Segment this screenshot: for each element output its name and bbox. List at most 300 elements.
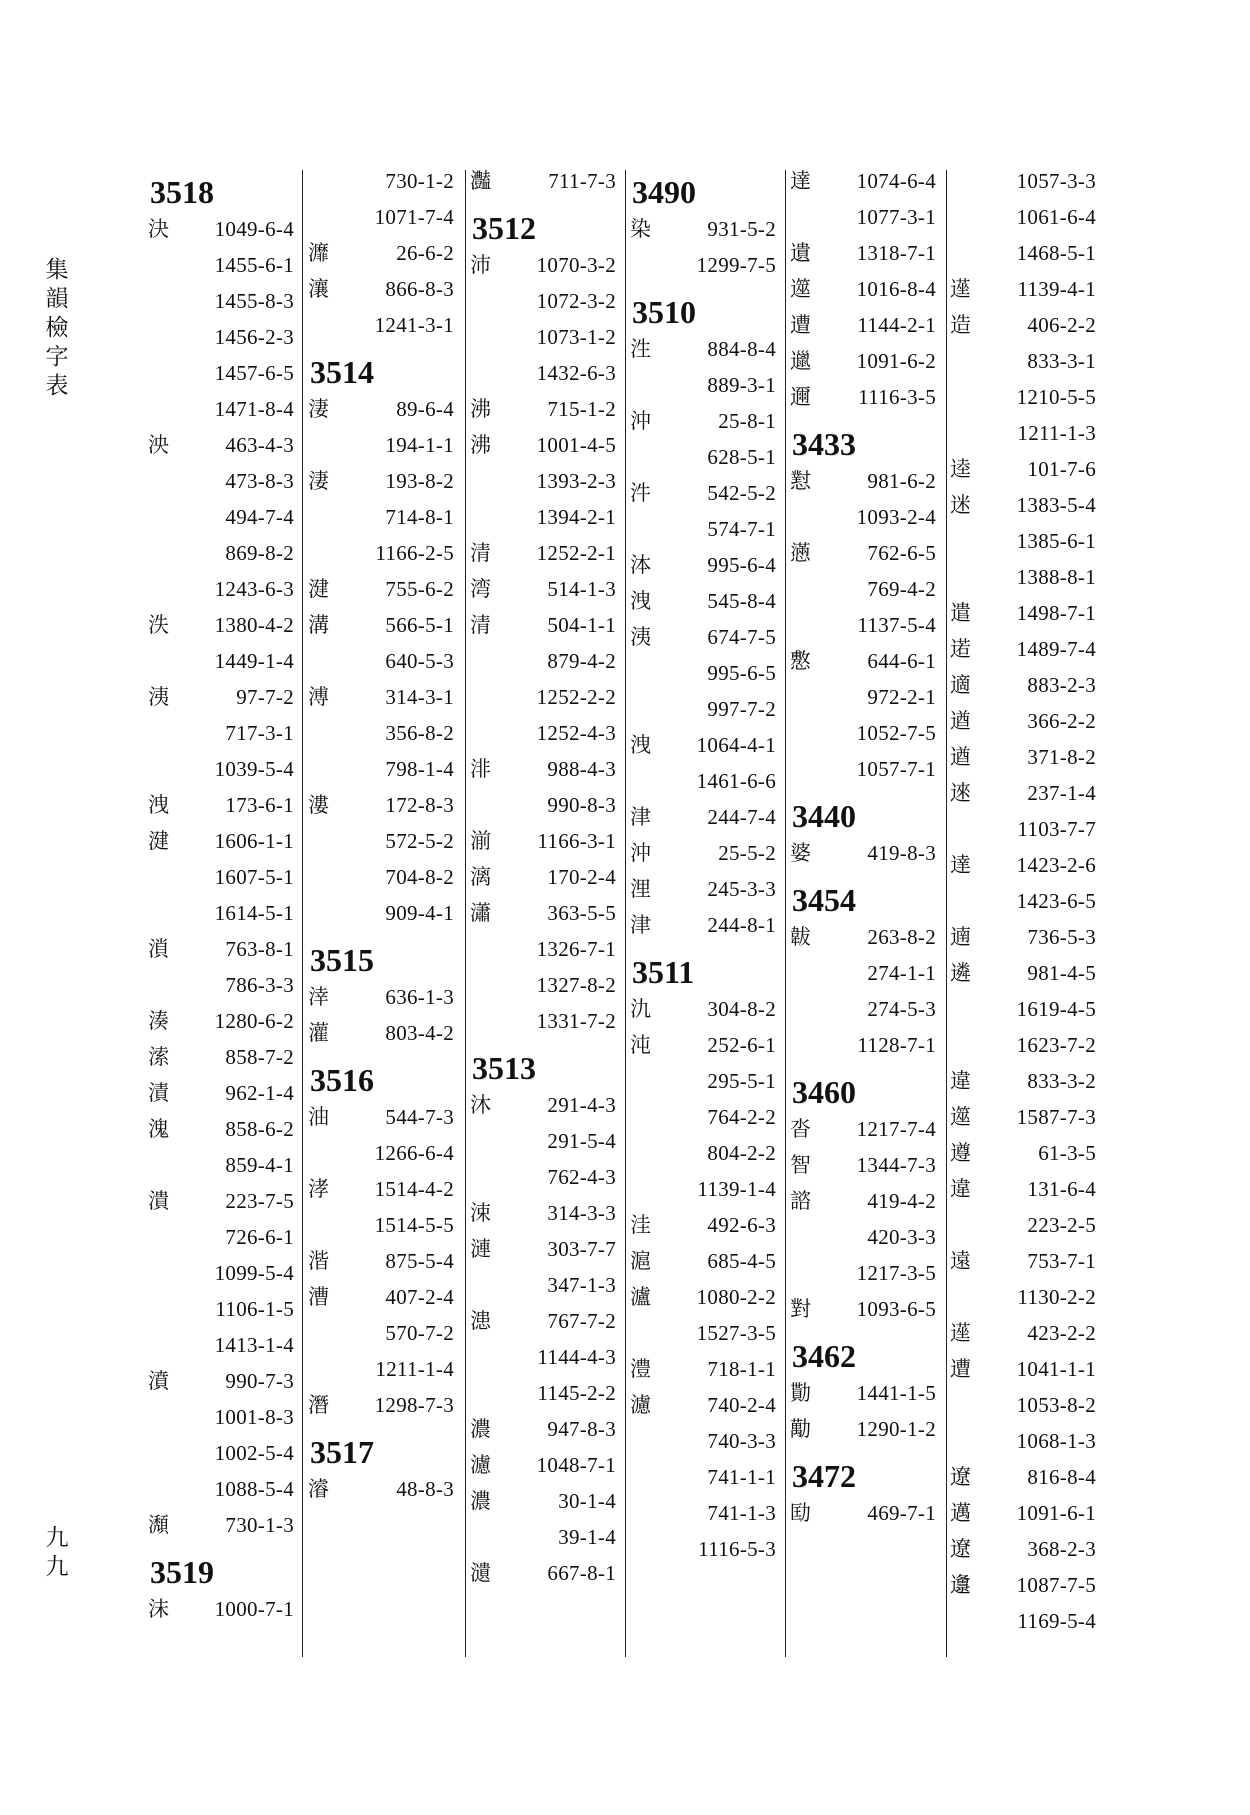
page-reference: 244-8-1 bbox=[707, 913, 776, 937]
index-entry bbox=[470, 823, 618, 859]
page-reference: 1016-8-4 bbox=[856, 277, 936, 301]
page-reference: 1077-3-1 bbox=[856, 205, 936, 229]
section-heading: 3517 bbox=[310, 1434, 374, 1470]
index-entry bbox=[630, 727, 778, 763]
page-reference: 1106-1-5 bbox=[215, 1297, 294, 1321]
character: 遳 bbox=[950, 277, 971, 301]
character: 懟 bbox=[790, 469, 811, 493]
page-reference: 1210-5-5 bbox=[1016, 385, 1096, 409]
index-entry bbox=[308, 199, 456, 235]
index-entry bbox=[308, 1099, 456, 1135]
page-reference: 1344-7-3 bbox=[856, 1153, 936, 1177]
index-entry bbox=[308, 1135, 456, 1171]
page-reference: 371-8-2 bbox=[1027, 745, 1096, 769]
index-entry bbox=[148, 715, 296, 751]
index-entry bbox=[950, 1315, 1098, 1351]
page-reference: 730-1-2 bbox=[385, 169, 454, 193]
page-reference: 194-1-1 bbox=[385, 433, 454, 457]
index-entry bbox=[308, 535, 456, 571]
index-column bbox=[630, 163, 778, 1567]
index-entry bbox=[308, 391, 456, 427]
page-reference: 1072-3-2 bbox=[536, 289, 616, 313]
page-reference: 1385-6-1 bbox=[1016, 529, 1096, 553]
index-entry bbox=[630, 1459, 778, 1495]
page-reference: 1073-1-2 bbox=[536, 325, 616, 349]
index-entry bbox=[148, 1183, 296, 1219]
page-reference: 1053-8-2 bbox=[1016, 1393, 1096, 1417]
character: 瀢 bbox=[470, 1561, 491, 1585]
index-entry bbox=[630, 367, 778, 403]
page-reference: 1380-4-2 bbox=[214, 613, 294, 637]
index-entry bbox=[630, 619, 778, 655]
page-reference: 1166-2-5 bbox=[375, 541, 454, 565]
page-reference: 274-1-1 bbox=[867, 961, 936, 985]
character: 湕 bbox=[308, 577, 329, 601]
index-entry bbox=[470, 283, 618, 319]
page-reference: 753-7-1 bbox=[1027, 1249, 1096, 1273]
page-reference: 1614-5-1 bbox=[214, 901, 294, 925]
index-entry bbox=[790, 1027, 938, 1063]
index-entry bbox=[470, 463, 618, 499]
index-entry bbox=[308, 1387, 456, 1423]
page-reference: 997-7-2 bbox=[707, 697, 776, 721]
page-reference: 741-1-3 bbox=[707, 1501, 776, 1525]
page-reference: 172-8-3 bbox=[385, 793, 454, 817]
index-entry bbox=[950, 1135, 1098, 1171]
character: 溝 bbox=[308, 613, 329, 637]
index-entry bbox=[630, 1243, 778, 1279]
character: 瀟 bbox=[470, 901, 491, 925]
page-reference: 463-4-3 bbox=[225, 433, 294, 457]
character: 遾 bbox=[950, 1105, 971, 1129]
character: 遵 bbox=[950, 1141, 971, 1165]
page-reference: 314-3-3 bbox=[547, 1201, 616, 1225]
page-reference: 883-2-3 bbox=[1027, 673, 1096, 697]
character: 潰 bbox=[148, 1189, 169, 1213]
page-reference: 89-6-4 bbox=[396, 397, 454, 421]
page-reference: 193-8-2 bbox=[385, 469, 454, 493]
column-divider bbox=[946, 170, 947, 1657]
page-reference: 1217-3-5 bbox=[856, 1261, 936, 1285]
page-reference: 223-2-5 bbox=[1027, 1213, 1096, 1237]
index-entry bbox=[950, 1567, 1098, 1603]
section-heading: 3513 bbox=[472, 1050, 536, 1086]
character: 浬 bbox=[630, 877, 651, 901]
character: 沌 bbox=[630, 1033, 651, 1057]
page-reference: 1290-1-2 bbox=[856, 1417, 936, 1441]
index-entry bbox=[950, 1207, 1098, 1243]
section-heading: 3460 bbox=[792, 1074, 856, 1110]
index-entry bbox=[308, 271, 456, 307]
page-reference: 1091-6-1 bbox=[1016, 1501, 1096, 1525]
index-entry bbox=[950, 1279, 1098, 1315]
page-reference: 931-5-2 bbox=[707, 217, 776, 241]
index-entry bbox=[148, 463, 296, 499]
character: 邇 bbox=[790, 385, 811, 409]
page-reference: 542-5-2 bbox=[707, 481, 776, 505]
page-reference: 740-3-3 bbox=[707, 1429, 776, 1453]
character: 湾 bbox=[470, 577, 491, 601]
page-reference: 1455-6-1 bbox=[214, 253, 294, 277]
character: 濾 bbox=[470, 1453, 491, 1477]
page-reference: 544-7-3 bbox=[385, 1105, 454, 1129]
index-entry bbox=[630, 691, 778, 727]
section-heading: 3516 bbox=[310, 1062, 374, 1098]
index-entry bbox=[950, 307, 1098, 343]
index-entry bbox=[630, 1315, 778, 1351]
character: 沛 bbox=[470, 253, 491, 277]
page-reference: 252-6-1 bbox=[707, 1033, 776, 1057]
page-reference: 1514-5-5 bbox=[374, 1213, 454, 1237]
index-entry bbox=[308, 499, 456, 535]
character: 濃 bbox=[470, 1489, 491, 1513]
page-reference: 1456-2-3 bbox=[214, 325, 294, 349]
character: 清 bbox=[470, 541, 491, 565]
page-reference: 1057-3-3 bbox=[1016, 169, 1096, 193]
index-entry bbox=[790, 751, 938, 787]
page-reference: 1243-6-3 bbox=[214, 577, 294, 601]
index-entry bbox=[148, 679, 296, 715]
index-entry bbox=[630, 247, 778, 283]
character: 沸 bbox=[470, 397, 491, 421]
index-entry bbox=[148, 211, 296, 247]
index-entry bbox=[790, 463, 938, 499]
index-entry bbox=[790, 499, 938, 535]
index-entry bbox=[470, 715, 618, 751]
page-reference: 366-2-2 bbox=[1027, 709, 1096, 733]
page-reference: 741-1-1 bbox=[707, 1465, 776, 1489]
page-reference: 1514-4-2 bbox=[374, 1177, 454, 1201]
index-entry bbox=[790, 1219, 938, 1255]
character: 婆 bbox=[790, 841, 811, 865]
index-entry bbox=[148, 571, 296, 607]
character: 漊 bbox=[308, 793, 329, 817]
index-entry bbox=[148, 355, 296, 391]
page-reference: 1432-6-3 bbox=[536, 361, 616, 385]
index-entry bbox=[148, 931, 296, 967]
index-entry bbox=[148, 1471, 296, 1507]
index-entry bbox=[950, 775, 1098, 811]
index-entry bbox=[950, 955, 1098, 991]
page-reference: 1331-7-2 bbox=[536, 1009, 616, 1033]
page-reference: 48-8-3 bbox=[396, 1477, 454, 1501]
character: 漬 bbox=[148, 1081, 169, 1105]
character: 溥 bbox=[308, 685, 329, 709]
character: 沓 bbox=[790, 1117, 811, 1141]
page-reference: 274-5-3 bbox=[867, 997, 936, 1021]
page-reference: 736-5-3 bbox=[1027, 925, 1096, 949]
index-entry bbox=[950, 487, 1098, 523]
page-reference: 1061-6-4 bbox=[1016, 205, 1096, 229]
page-reference: 356-8-2 bbox=[385, 721, 454, 745]
character: 淒 bbox=[308, 469, 329, 493]
page-reference: 833-3-2 bbox=[1027, 1069, 1096, 1093]
page-reference: 514-1-3 bbox=[547, 577, 616, 601]
character: 邋 bbox=[790, 349, 811, 373]
page-reference: 291-4-3 bbox=[547, 1093, 616, 1117]
page-reference: 717-3-1 bbox=[225, 721, 294, 745]
index-entry bbox=[790, 1111, 938, 1147]
page-reference: 263-8-2 bbox=[867, 925, 936, 949]
page-reference: 833-3-1 bbox=[1027, 349, 1096, 373]
index-entry bbox=[790, 1183, 938, 1219]
index-entry bbox=[148, 1399, 296, 1435]
page-reference: 869-8-2 bbox=[225, 541, 294, 565]
index-entry bbox=[790, 1291, 938, 1327]
page-reference: 1039-5-4 bbox=[214, 757, 294, 781]
page-reference: 1093-2-4 bbox=[856, 505, 936, 529]
index-entry bbox=[148, 319, 296, 355]
character: 泩 bbox=[630, 337, 651, 361]
index-entry bbox=[470, 1447, 618, 1483]
page-reference: 1001-8-3 bbox=[214, 1405, 294, 1429]
index-entry bbox=[308, 715, 456, 751]
section-heading: 3440 bbox=[792, 798, 856, 834]
index-entry bbox=[950, 667, 1098, 703]
page-reference: 816-8-4 bbox=[1027, 1465, 1096, 1489]
page-reference: 730-1-3 bbox=[225, 1513, 294, 1537]
index-entry bbox=[308, 895, 456, 931]
character: 潛 bbox=[308, 1393, 329, 1417]
character: 沖 bbox=[630, 409, 651, 433]
index-entry bbox=[148, 535, 296, 571]
page-reference: 1074-6-4 bbox=[856, 169, 936, 193]
page-reference: 1088-5-4 bbox=[214, 1477, 294, 1501]
character: 濾 bbox=[630, 1393, 651, 1417]
index-entry bbox=[950, 1027, 1098, 1063]
character: 遴 bbox=[950, 961, 971, 985]
index-entry bbox=[630, 1171, 778, 1207]
character: 邁 bbox=[950, 1501, 971, 1525]
index-entry bbox=[950, 1387, 1098, 1423]
index-entry bbox=[308, 1315, 456, 1351]
index-entry bbox=[950, 1495, 1098, 1531]
page-reference: 101-7-6 bbox=[1027, 457, 1096, 481]
page-reference: 858-6-2 bbox=[225, 1117, 294, 1141]
index-entry bbox=[950, 199, 1098, 235]
index-entry bbox=[790, 643, 938, 679]
page-reference: 972-2-1 bbox=[867, 685, 936, 709]
index-entry bbox=[308, 823, 456, 859]
index-entry bbox=[630, 331, 778, 367]
page-reference: 1041-1-1 bbox=[1016, 1357, 1096, 1381]
page-reference: 1139-4-1 bbox=[1017, 277, 1096, 301]
section-heading: 3490 bbox=[632, 174, 696, 210]
page-reference: 419-4-2 bbox=[867, 1189, 936, 1213]
page-reference: 889-3-1 bbox=[707, 373, 776, 397]
page-reference: 879-4-2 bbox=[547, 649, 616, 673]
section-heading: 3454 bbox=[792, 882, 856, 918]
character: 洼 bbox=[630, 1213, 651, 1237]
page-reference: 1211-1-4 bbox=[375, 1357, 454, 1381]
character: 染 bbox=[630, 217, 651, 241]
page-reference: 1064-4-1 bbox=[696, 733, 776, 757]
index-entry bbox=[950, 343, 1098, 379]
index-entry bbox=[148, 1591, 296, 1627]
index-entry bbox=[950, 235, 1098, 271]
section-heading: 3462 bbox=[792, 1338, 856, 1374]
index-entry bbox=[950, 415, 1098, 451]
index-entry bbox=[950, 1351, 1098, 1387]
page-reference: 347-1-3 bbox=[547, 1273, 616, 1297]
page-reference: 1091-6-2 bbox=[856, 349, 936, 373]
index-entry bbox=[148, 283, 296, 319]
page-reference: 1457-6-5 bbox=[214, 361, 294, 385]
index-entry bbox=[308, 307, 456, 343]
character: 勱 bbox=[790, 1417, 811, 1441]
index-entry bbox=[308, 571, 456, 607]
page-reference: 1606-1-1 bbox=[214, 829, 294, 853]
index-entry bbox=[950, 631, 1098, 667]
index-entry bbox=[470, 391, 618, 427]
index-entry bbox=[148, 247, 296, 283]
page-reference: 704-8-2 bbox=[385, 865, 454, 889]
index-entry bbox=[470, 1519, 618, 1555]
index-entry bbox=[950, 1423, 1098, 1459]
page-reference: 1383-5-4 bbox=[1016, 493, 1096, 517]
index-entry bbox=[950, 163, 1098, 199]
section-heading: 3514 bbox=[310, 354, 374, 390]
index-entry bbox=[470, 967, 618, 1003]
index-entry bbox=[470, 1123, 618, 1159]
index-entry bbox=[790, 379, 938, 415]
index-entry bbox=[630, 211, 778, 247]
page-reference: 1393-2-3 bbox=[536, 469, 616, 493]
character: 洩 bbox=[148, 793, 169, 817]
index-entry bbox=[950, 559, 1098, 595]
index-entry bbox=[470, 1231, 618, 1267]
index-entry bbox=[148, 787, 296, 823]
page-reference: 1252-4-3 bbox=[536, 721, 616, 745]
page-reference: 1144-2-1 bbox=[857, 313, 936, 337]
page-reference: 170-2-4 bbox=[547, 865, 616, 889]
character: 洟 bbox=[630, 625, 651, 649]
index-entry bbox=[308, 643, 456, 679]
character: 湔 bbox=[470, 829, 491, 853]
character: 濃 bbox=[470, 1417, 491, 1441]
index-entry bbox=[630, 991, 778, 1027]
index-entry bbox=[790, 1147, 938, 1183]
index-entry bbox=[950, 271, 1098, 307]
page-reference: 726-6-1 bbox=[225, 1225, 294, 1249]
section-heading: 3510 bbox=[632, 294, 696, 330]
page-reference: 714-8-1 bbox=[385, 505, 454, 529]
page-reference: 1326-7-1 bbox=[536, 937, 616, 961]
page-reference: 61-3-5 bbox=[1038, 1141, 1096, 1165]
page-reference: 368-2-3 bbox=[1027, 1537, 1096, 1561]
page-reference: 97-7-2 bbox=[236, 685, 294, 709]
index-entry bbox=[148, 1003, 296, 1039]
page-number: 九九 bbox=[45, 1525, 69, 1580]
page-reference: 1441-1-5 bbox=[856, 1381, 936, 1405]
index-entry bbox=[630, 1135, 778, 1171]
character: 邍 bbox=[950, 1573, 971, 1597]
page-reference: 764-2-2 bbox=[707, 1105, 776, 1129]
index-entry bbox=[308, 235, 456, 271]
page-reference: 1169-5-4 bbox=[1017, 1609, 1096, 1633]
character: 灖 bbox=[308, 241, 329, 265]
page-reference: 39-1-4 bbox=[558, 1525, 616, 1549]
index-entry bbox=[470, 571, 618, 607]
index-entry bbox=[308, 163, 456, 199]
page-reference: 244-7-4 bbox=[707, 805, 776, 829]
character: 溑 bbox=[148, 937, 169, 961]
index-entry bbox=[148, 1039, 296, 1075]
page-reference: 640-5-3 bbox=[385, 649, 454, 673]
character: 氿 bbox=[630, 997, 651, 1021]
page-reference: 1423-6-5 bbox=[1016, 889, 1096, 913]
index-entry bbox=[790, 307, 938, 343]
character: 湊 bbox=[148, 1009, 169, 1033]
index-entry bbox=[148, 391, 296, 427]
page-reference: 1080-2-2 bbox=[696, 1285, 776, 1309]
section-heading: 3472 bbox=[792, 1458, 856, 1494]
index-column bbox=[950, 163, 1098, 1639]
index-entry bbox=[470, 499, 618, 535]
page-reference: 990-7-3 bbox=[225, 1369, 294, 1393]
index-entry bbox=[630, 655, 778, 691]
page-reference: 1002-5-4 bbox=[214, 1441, 294, 1465]
character: 沐 bbox=[470, 1093, 491, 1117]
index-entry bbox=[148, 859, 296, 895]
page-reference: 1068-1-3 bbox=[1016, 1429, 1096, 1453]
character: 諮 bbox=[790, 1189, 811, 1213]
character: 智 bbox=[790, 1153, 811, 1177]
index-entry bbox=[790, 1411, 938, 1447]
character: 遖 bbox=[950, 925, 971, 949]
index-entry bbox=[630, 1027, 778, 1063]
index-entry bbox=[950, 739, 1098, 775]
index-entry bbox=[790, 535, 938, 571]
character: 灎 bbox=[470, 169, 491, 193]
page-reference: 995-6-4 bbox=[707, 553, 776, 577]
index-entry bbox=[790, 919, 938, 955]
index-entry bbox=[790, 163, 938, 199]
character: 勩 bbox=[790, 1381, 811, 1405]
index-entry bbox=[950, 811, 1098, 847]
page-reference: 988-4-3 bbox=[547, 757, 616, 781]
section-heading: 3515 bbox=[310, 942, 374, 978]
page-reference: 406-2-2 bbox=[1027, 313, 1096, 337]
page-reference: 1388-8-1 bbox=[1016, 565, 1096, 589]
page-reference: 762-4-3 bbox=[547, 1165, 616, 1189]
index-entry bbox=[630, 1063, 778, 1099]
page-reference: 574-7-1 bbox=[707, 517, 776, 541]
page-reference: 962-1-4 bbox=[225, 1081, 294, 1105]
character: 津 bbox=[630, 913, 651, 937]
page-reference: 1587-7-3 bbox=[1016, 1105, 1096, 1129]
page-reference: 909-4-1 bbox=[385, 901, 454, 925]
index-entry bbox=[308, 979, 456, 1015]
character: 溹 bbox=[148, 1045, 169, 1069]
column-divider bbox=[465, 170, 466, 1657]
column-divider bbox=[625, 170, 626, 1657]
page-reference: 1211-1-3 bbox=[1017, 421, 1096, 445]
page-reference: 866-8-3 bbox=[385, 277, 454, 301]
index-entry bbox=[470, 427, 618, 463]
index-entry bbox=[630, 583, 778, 619]
page-reference: 407-2-4 bbox=[385, 1285, 454, 1309]
page-reference: 859-4-1 bbox=[225, 1153, 294, 1177]
page-reference: 1449-1-4 bbox=[214, 649, 294, 673]
character: 遾 bbox=[790, 277, 811, 301]
index-entry bbox=[950, 1531, 1098, 1567]
character: 濬 bbox=[308, 1477, 329, 1501]
page-reference: 1461-6-6 bbox=[696, 769, 776, 793]
index-entry bbox=[470, 1303, 618, 1339]
index-entry bbox=[790, 271, 938, 307]
character: 湕 bbox=[148, 829, 169, 853]
